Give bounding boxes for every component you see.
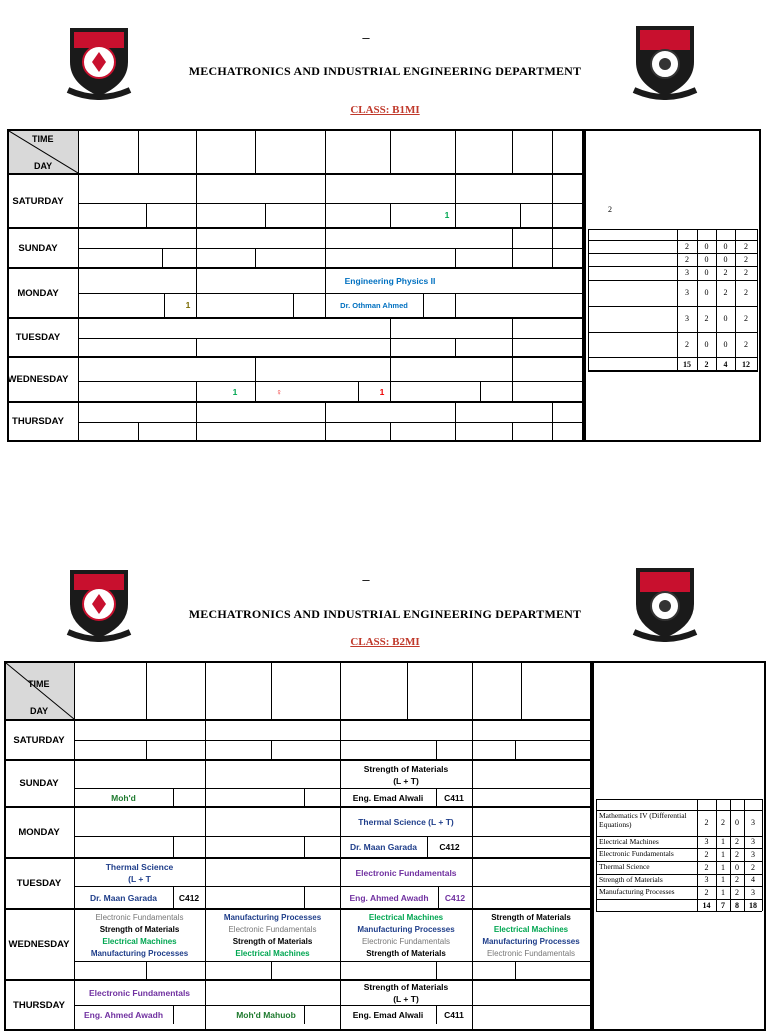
subject-credit: 1 — [721, 862, 725, 872]
department-title-2: MECHATRONICS AND INDUSTRIAL ENGINEERING DEPARTMENT — [188, 607, 582, 621]
credit-cell: 2 — [744, 241, 748, 251]
subject-name: Manufacturing Processes — [599, 887, 675, 896]
subject-credit: 2 — [751, 862, 755, 872]
credit-cell: 2 — [744, 254, 748, 264]
credit-cell: 3 — [685, 288, 689, 297]
subject-credit: 3 — [704, 837, 709, 846]
subject-credit: 3 — [704, 875, 709, 884]
credit-total: 2 — [704, 360, 709, 369]
thu-course-3 — [340, 981, 472, 1005]
side-number: 2 — [608, 205, 612, 214]
subject-credit: 3 — [751, 837, 755, 846]
wed-col-3-line-1: Electrical Machines — [368, 913, 444, 922]
tue-course-1-name: Thermal Science — [105, 861, 174, 872]
day-monday-2: MONDAY — [18, 827, 60, 838]
credit-cell: 2 — [704, 314, 709, 323]
sat-mark: 1 — [444, 210, 450, 220]
wed-col-4-line-1: Strength of Materials — [491, 913, 571, 922]
subject-credit: 1 — [721, 875, 725, 884]
subject-name: Mathematics IV (Differential Equations) — [599, 811, 687, 829]
wed-col-3-line-2: Manufacturing Processes — [357, 925, 455, 934]
wed-col-1-line-3: Electrical Machines — [102, 937, 177, 946]
subject-credit: 3 — [751, 849, 755, 859]
tue-lecturer-1: Dr. Maan Garada — [89, 892, 158, 903]
credit-cell: 2 — [744, 339, 748, 349]
sun-lecturer: Eng. Emad Alwali — [352, 792, 424, 803]
subject-total: 7 — [721, 901, 725, 910]
time-label: TIME — [32, 134, 54, 144]
day-monday: MONDAY — [17, 287, 59, 299]
day-tuesday-2: TUESDAY — [16, 878, 62, 889]
subject-credit: 2 — [735, 887, 739, 897]
wed-col-3-line-3: Electronic Fundamentals — [361, 937, 451, 946]
thu-room-3: C411 — [444, 1010, 464, 1020]
credit-cell: 2 — [723, 268, 728, 277]
mon-mark: 1 — [185, 300, 191, 310]
credit-total: 12 — [742, 360, 750, 369]
day-tuesday: TUESDAY — [15, 332, 61, 343]
subject-credit: 2 — [704, 818, 709, 827]
wed-col-2-line-2: Electronic Fundamentals — [228, 925, 317, 934]
subject-name: Electronic Fundamentals — [599, 849, 674, 858]
wed-col-1-line-4: Manufacturing Processes — [90, 949, 189, 958]
subject-credit: 2 — [735, 875, 739, 884]
subject-credit: 2 — [735, 837, 739, 846]
subject-credit: 2 — [721, 818, 725, 827]
time-label-2: TIME — [28, 679, 50, 689]
credit-cell: 0 — [704, 254, 709, 264]
credit-cell: 3 — [685, 314, 689, 323]
wed-col-2 — [205, 911, 340, 961]
subject-credit: 2 — [735, 849, 739, 859]
subject-credit: 3 — [751, 887, 755, 897]
credit-cell: 2 — [685, 254, 689, 264]
day-sunday-2: SUNDAY — [19, 778, 59, 789]
credit-cell: 0 — [723, 339, 728, 349]
subject-name: Strength of Materials — [599, 875, 663, 884]
credit-cell: 2 — [685, 241, 689, 251]
thu-lecturer-2: Moh'd Mahuob — [236, 1010, 296, 1020]
credit-cell: 2 — [744, 288, 748, 297]
credit-cell: 0 — [723, 241, 728, 251]
wed-col-1-line-1: Electronic Fundamentals — [95, 913, 184, 922]
wed-col-2-line-3: Strength of Materials — [232, 937, 313, 946]
subject-credit: 2 — [704, 849, 709, 859]
thu-course-3-type: (L + T) — [393, 994, 419, 1004]
faculty-logo-left — [64, 14, 134, 100]
wed-col-3 — [340, 911, 472, 961]
credit-cell: 2 — [685, 339, 689, 349]
credit-total: 4 — [723, 360, 728, 369]
faculty-logo-left-2 — [64, 556, 134, 642]
subject-total: 18 — [749, 901, 757, 910]
day-saturday-2: SATURDAY — [13, 734, 65, 746]
credit-cell: 0 — [723, 314, 728, 323]
day-wednesday: WEDNESDAY — [7, 374, 69, 385]
day-sunday: SUNDAY — [18, 242, 58, 254]
thu-lecturer-3: Eng. Emad Alwali — [352, 1010, 424, 1020]
sun-course — [340, 761, 472, 788]
tue-room-2: C412 — [444, 892, 466, 903]
subject-total: 8 — [735, 901, 739, 910]
day-thursday-2: THURSDAY — [13, 999, 65, 1011]
wed-col-4-line-2: Electrical Machines — [493, 925, 569, 934]
credit-cell: 0 — [723, 254, 728, 264]
wed-col-1 — [74, 911, 205, 961]
thu-course-1: Electronic Fundamentals — [88, 988, 191, 998]
thu-lecturer-1: Eng. Ahmed Awadh — [83, 1010, 164, 1020]
credit-cell: 0 — [704, 241, 709, 251]
sun-room: C411 — [444, 792, 464, 803]
mon-course: Engineering Physics II — [344, 276, 436, 286]
day-wednesday-2: WEDNESDAY — [8, 939, 70, 950]
department-title: MECHATRONICS AND INDUSTRIAL ENGINEERING DEPARTMENT — [188, 64, 582, 78]
subject-credit: 2 — [704, 887, 709, 897]
subject-credit: 1 — [721, 849, 725, 859]
university-logo-right — [630, 14, 700, 100]
tue-course-1-type: (L + T — [128, 873, 151, 884]
mon-room-2: C412 — [439, 842, 460, 852]
wed-mark-3: 1 — [379, 386, 385, 397]
header-dash: – — [362, 30, 370, 45]
subject-credit: 1 — [721, 887, 725, 897]
wed-col-2-line-4: Electrical Machines — [235, 949, 310, 958]
credit-cell: 0 — [704, 288, 709, 297]
subject-credit: 0 — [735, 818, 739, 827]
mon-lecturer: Dr. Othman Ahmed — [340, 300, 408, 310]
sun-course-name: Strength of Materials — [363, 763, 449, 774]
day-thursday: THURSDAY — [12, 416, 64, 427]
wed-col-1-line-2: Strength of Materials — [99, 925, 180, 934]
subject-credit: 0 — [735, 862, 739, 872]
university-logo-right-2 — [630, 556, 700, 642]
credits-panel-2 — [592, 661, 766, 1031]
wed-col-3-line-4: Strength of Materials — [366, 949, 446, 958]
timetable-1 — [7, 129, 584, 442]
credit-cell: 2 — [744, 268, 748, 277]
wed-col-4-line-4: Electronic Fundamentals — [486, 949, 576, 958]
credit-total: 15 — [683, 360, 691, 369]
subject-name: Thermal Science — [599, 862, 650, 871]
subject-credit: 1 — [721, 837, 725, 846]
class-label-2: CLASS: B2MI — [350, 636, 420, 648]
day-label-2: DAY — [30, 706, 49, 716]
tue-room-1: C412 — [178, 892, 200, 903]
subject-credit: 2 — [704, 862, 709, 872]
credit-cell: 0 — [704, 339, 709, 349]
subject-name: Electrical Machines — [599, 837, 659, 846]
credit-cell: 0 — [704, 268, 709, 277]
wed-mark-2: ♀ — [275, 386, 283, 397]
subject-credit: 3 — [751, 818, 755, 827]
credit-cell: 3 — [685, 268, 689, 277]
credit-cell: 2 — [723, 288, 728, 297]
wed-mark-1: 1 — [232, 386, 238, 397]
class-label: CLASS: B1MI — [350, 104, 420, 116]
day-saturday: SATURDAY — [12, 195, 64, 207]
credit-cell: 2 — [744, 314, 748, 323]
tue-lecturer-2: Eng. Ahmed Awadh — [349, 892, 429, 903]
wed-col-4-line-3: Manufacturing Processes — [482, 937, 580, 946]
mon-lecturer-2: Dr. Maan Garada — [349, 842, 418, 852]
thu-course-3-name: Strength of Materials — [363, 982, 449, 992]
day-label: DAY — [34, 161, 53, 171]
tue-course-2: Electronic Fundamentals — [355, 867, 457, 878]
header-dash-2: – — [362, 572, 370, 587]
timetable-2 — [4, 661, 592, 1031]
subject-credit: 4 — [751, 875, 755, 884]
wed-col-2-line-1: Manufacturing Processes — [223, 913, 322, 922]
subject-total: 14 — [702, 901, 711, 910]
tue-course-1 — [74, 859, 205, 886]
sun-mohd: Moh'd — [111, 792, 136, 803]
wed-col-4 — [472, 911, 590, 961]
mon-course-2: Thermal Science (L + T) — [358, 817, 454, 827]
sun-course-type: (L + T) — [393, 775, 419, 786]
